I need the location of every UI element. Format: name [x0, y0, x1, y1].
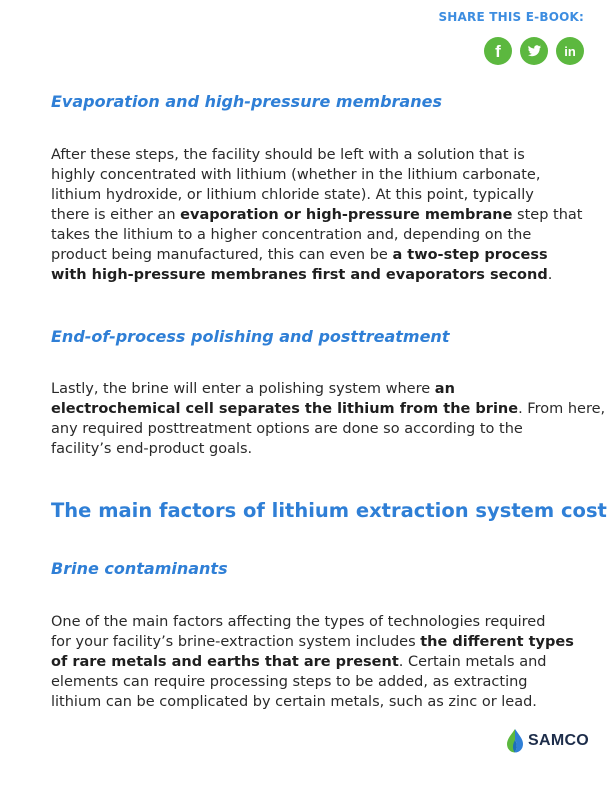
paragraph-evaporation	[51, 145, 583, 285]
body-text: Lastly, the brine will enter a polishing system where	[51, 381, 435, 397]
section-heading-contaminants: Brine contaminants	[51, 559, 228, 578]
paragraph-line	[51, 652, 571, 672]
paragraph-line	[51, 419, 571, 439]
share-buttons	[484, 37, 584, 65]
twitter-icon	[520, 37, 548, 65]
body-text: After these steps, the facility should be left with a solution that is	[51, 147, 525, 163]
facebook-share-button[interactable]	[484, 37, 512, 65]
bold-text: the different types	[420, 634, 574, 650]
paragraph-line	[51, 379, 571, 399]
body-text: One of the main factors affecting the types of technologies required	[51, 614, 546, 630]
body-text: . Certain metals and	[398, 654, 547, 670]
body-text: facility’s end-product goals.	[51, 441, 253, 457]
linkedin-share-button[interactable]	[556, 37, 584, 65]
paragraph-line	[51, 439, 571, 459]
body-text: step that	[512, 207, 583, 223]
paragraph-line	[51, 612, 571, 632]
body-text: lithium hydroxide, or lithium chloride state). At this point, typically	[51, 187, 534, 203]
samco-logo	[505, 728, 589, 754]
main-heading-factors: The main factors of lithium extraction system cost	[51, 499, 607, 522]
paragraph-line	[51, 205, 583, 225]
share-label: SHARE THIS E-BOOK:	[438, 10, 584, 24]
body-text: highly concentrated with lithium (whether in the lithium carbonate,	[51, 167, 541, 183]
paragraph-line	[51, 145, 571, 165]
bold-text: of rare metals and earths that are present	[51, 654, 399, 670]
paragraph-polishing	[51, 379, 606, 459]
bold-text: with high-pressure membranes first and evaporators second	[51, 267, 548, 283]
samco-logo-text: SAMCO	[528, 732, 590, 749]
section-heading-evaporation: Evaporation and high-pressure membranes	[51, 92, 442, 111]
body-text: .	[547, 267, 553, 283]
paragraph-line	[51, 632, 574, 652]
bold-text: a two-step process	[392, 247, 548, 263]
body-text: elements can require processing steps to be added, as extracting	[51, 674, 528, 690]
bold-text: electrochemical cell separates the lithium from the brine	[51, 401, 519, 417]
bold-text: evaporation or high-pressure membrane	[180, 207, 513, 223]
twitter-share-button[interactable]	[520, 37, 548, 65]
paragraph-line	[51, 185, 571, 205]
body-text: takes the lithium to a higher concentration and, depending on the	[51, 227, 532, 243]
paragraph-line	[51, 225, 571, 245]
body-text: product being manufactured, this can even be	[51, 247, 393, 263]
paragraph-line	[51, 692, 571, 712]
paragraph-line	[51, 265, 571, 285]
body-text: lithium can be complicated by certain metals, such as zinc or lead.	[51, 694, 537, 710]
samco-logo-icon	[505, 728, 525, 754]
section-heading-polishing: End-of-process polishing and posttreatment	[51, 327, 450, 346]
bold-text: an	[434, 381, 455, 397]
paragraph-line	[51, 165, 571, 185]
paragraph-line	[51, 399, 606, 419]
paragraph-contaminants	[51, 612, 574, 712]
body-text: . From here,	[518, 401, 606, 417]
paragraph-line	[51, 672, 571, 692]
svg-text:f: f	[495, 42, 501, 61]
facebook-icon	[484, 37, 512, 65]
linkedin-icon	[556, 37, 584, 65]
paragraph-line	[51, 245, 571, 265]
body-text: any required posttreatment options are done so according to the	[51, 421, 523, 437]
svg-text:in: in	[564, 44, 576, 59]
body-text: there is either an	[51, 207, 181, 223]
body-text: for your facility’s brine-extraction system includes	[51, 634, 421, 650]
